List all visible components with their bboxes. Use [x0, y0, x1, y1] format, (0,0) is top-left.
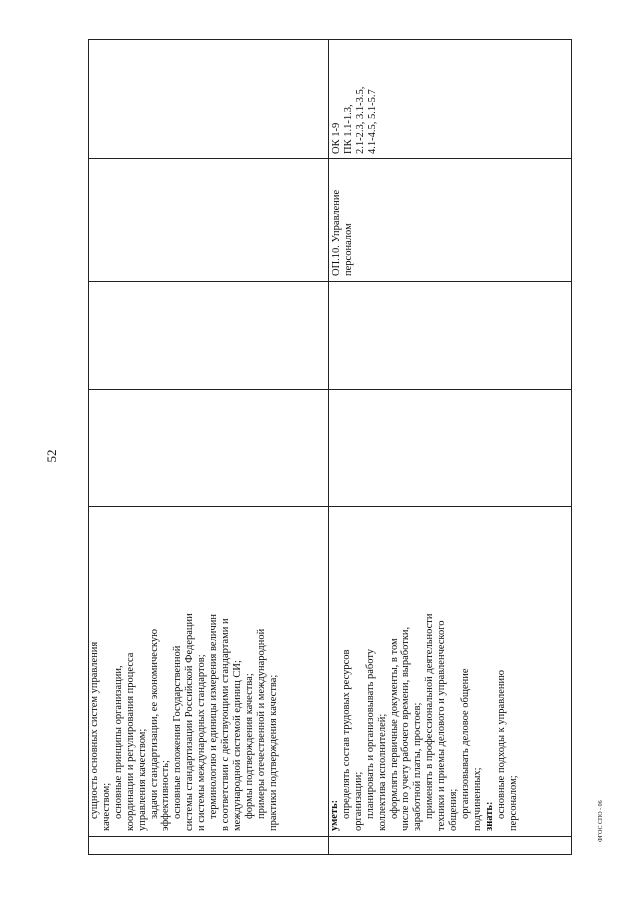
requirement-line: техники и приемы делового и управленческого [436, 620, 448, 831]
requirement-line: числе по учету рабочего времени, выработки, [400, 626, 412, 831]
requirement-line: организации; [352, 771, 364, 831]
requirement-line: персоналом; [507, 775, 519, 831]
discipline-name: ОП.10. Управление персоналом [331, 189, 354, 276]
requirements-cell [329, 507, 572, 837]
requirement-line: координации и регулирования процесса [124, 652, 136, 831]
competency-code: 4.1-4.5, 5.1-5.7 [366, 89, 378, 154]
requirement-line: планировать и организовывать работу [364, 648, 376, 819]
competency-code: ПК 1.1-1.3, [342, 104, 354, 154]
index-cell [329, 837, 572, 855]
requirement-line: определять состав трудовых ресурсов [340, 649, 352, 819]
requirement-line: терминологию и единицы измерения величин [208, 614, 220, 819]
requirements-cell [89, 507, 329, 837]
requirement-line: основные подходы к управлению [495, 670, 507, 819]
requirement-line: практики подтверждения качества; [267, 674, 279, 831]
requirement-line: формы подтверждения качества; [243, 673, 255, 819]
discipline-cell [89, 159, 329, 282]
discipline-cell [329, 159, 572, 282]
codes-cell [329, 40, 572, 159]
requirement-line: оформлять первичные документы, в том [388, 638, 400, 819]
requirement-line: качеством; [100, 782, 112, 831]
requirement-line: управления качеством; [136, 728, 148, 831]
requirement-line: в соответствии с действующими стандартами и [219, 618, 231, 831]
requirement-line: подчиненных; [471, 767, 483, 831]
competency-code: ОК 1-9 [331, 122, 342, 154]
page-number: 52 [44, 449, 59, 463]
requirement-line: заработной платы, простоев; [412, 702, 424, 831]
requirement-line: применять в профессиональной деятельности [424, 613, 436, 819]
codes-cell [89, 40, 329, 159]
section-heading: уметь: [329, 799, 340, 831]
section-heading: знать: [483, 801, 495, 831]
requirement-line: основные принципы организации, [112, 665, 124, 819]
competency-table-wrapper [88, 40, 571, 855]
footer-text: ФГОС СПО - 06 [598, 800, 604, 842]
hours-max-cell [89, 390, 329, 507]
requirement-line: сущность основных систем управления [89, 641, 100, 819]
requirement-line: и системы международных стандартов; [196, 654, 208, 831]
table-row [329, 40, 572, 855]
index-cell [89, 837, 329, 855]
requirement-line: задачи стандартизации, ее экономическую [148, 629, 160, 819]
requirement-line: эффективность; [160, 760, 172, 831]
requirement-line: общения; [448, 788, 460, 831]
competency-table [88, 39, 572, 855]
hours-class-cell [329, 282, 572, 390]
requirement-line: примеры отечественной и международной [255, 628, 267, 819]
requirement-line: коллектива исполнителей; [376, 713, 388, 831]
requirement-line: основные положения Государственной [172, 645, 184, 819]
requirement-line: организовывать деловое общение [459, 668, 471, 819]
hours-class-cell [89, 282, 329, 390]
competency-code: 2.1-2.3, 3.1-3.5, [354, 86, 366, 154]
requirement-line: международной системой единиц СИ; [231, 660, 243, 831]
requirement-line: системы стандартизации Российской Федерации [184, 613, 196, 831]
hours-max-cell [329, 390, 572, 507]
table-row [89, 40, 329, 855]
